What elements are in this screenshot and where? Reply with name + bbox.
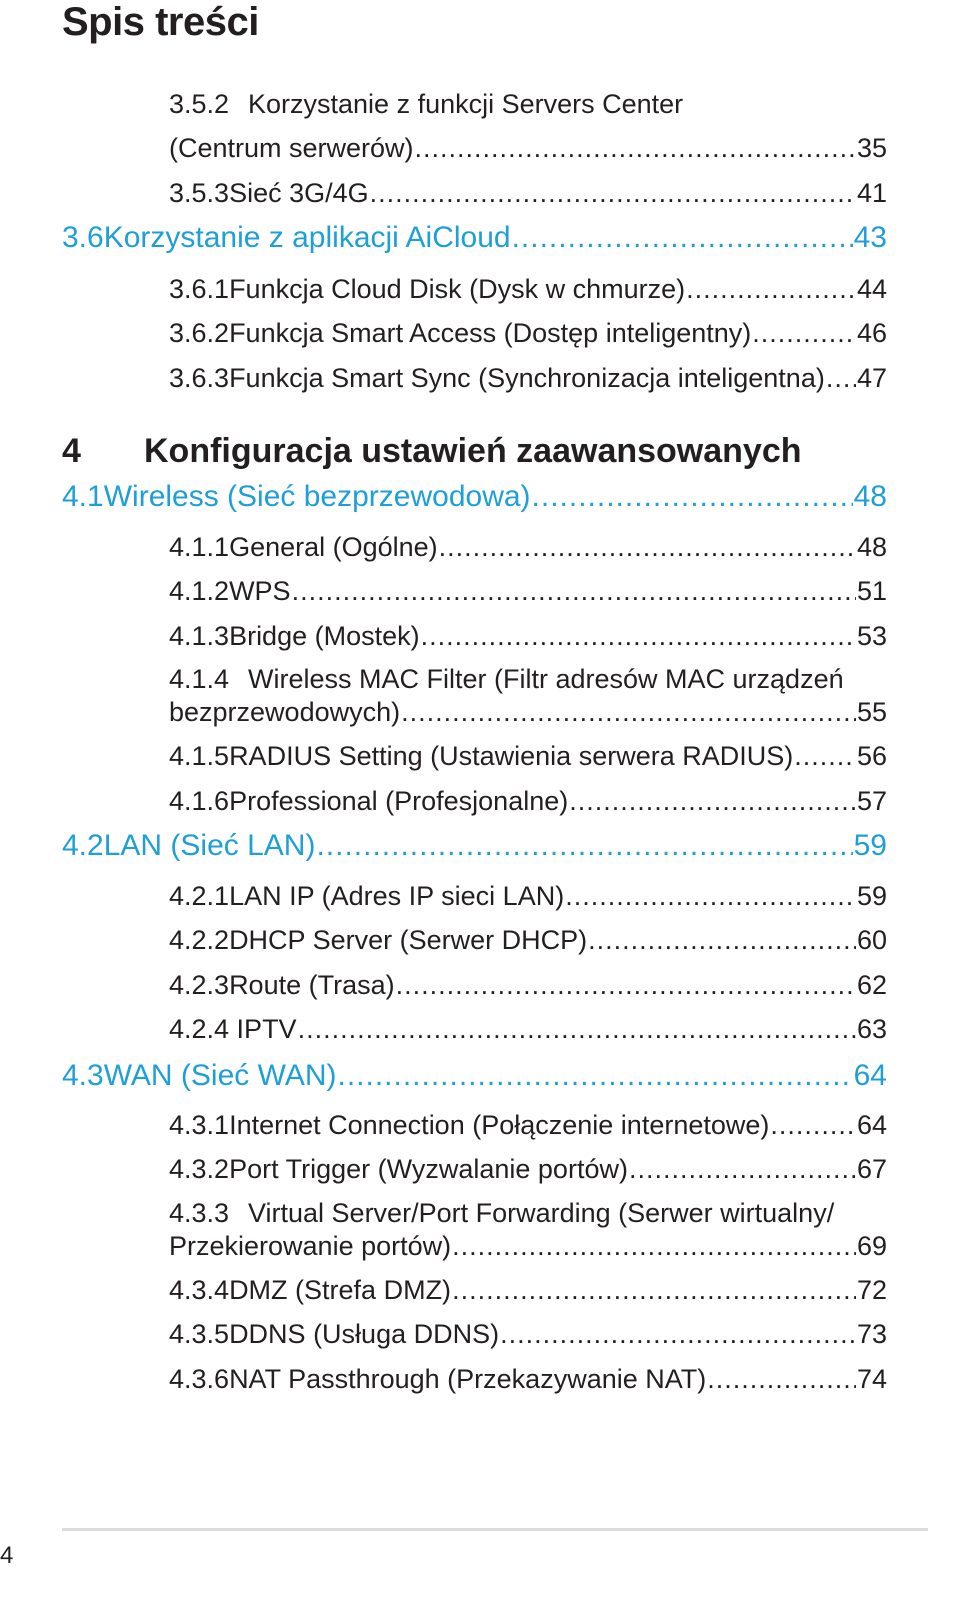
entry-title: DHCP Server (Serwer DHCP) (229, 925, 588, 955)
entry-page: 44 (856, 274, 887, 304)
toc-entry-3-6-2[interactable] (169, 317, 887, 349)
toc-entry-3-6-1[interactable] (169, 273, 887, 305)
toc-chapter-4[interactable] (62, 431, 802, 471)
entry-title: NAT Passthrough (Przekazywanie NAT) (229, 1364, 707, 1394)
entry-number: 4.1.6 (169, 786, 230, 816)
entry-page: 69 (856, 1231, 887, 1261)
entry-number: 4.2.1 (169, 881, 230, 911)
entry-title: 4.2.4 IPTV (169, 1014, 297, 1044)
toc-section-4-2[interactable] (62, 828, 887, 864)
toc-entry-3-5-3[interactable] (169, 177, 887, 209)
toc-entry-4-3-6[interactable] (169, 1363, 887, 1395)
entry-page: 53 (856, 621, 887, 651)
toc-entry-4-1-2[interactable] (169, 575, 887, 607)
dot-leader (686, 273, 856, 305)
page-number: 4 (0, 1542, 14, 1569)
entry-number: 3.6.3 (169, 363, 230, 393)
entry-page: 35 (856, 133, 887, 163)
entry-title: Funkcja Smart Sync (Synchronizacja inteligentna) (229, 363, 825, 393)
section-number: 3.6 (62, 221, 104, 254)
section-page: 59 (853, 829, 887, 862)
entry-number: 3.5.3 (169, 178, 230, 208)
footer-rule (62, 1528, 928, 1531)
dot-leader (421, 620, 856, 652)
entry-page: 46 (856, 318, 887, 348)
entry-number: 4.1.4 (169, 664, 230, 694)
entry-number: 4.1.1 (169, 532, 230, 562)
entry-number: 4.1.3 (169, 621, 230, 651)
entry-title: (Centrum serwerów) (169, 133, 414, 163)
dot-leader (588, 924, 856, 956)
dot-leader (532, 479, 853, 515)
dot-leader (707, 1363, 856, 1395)
dot-leader (439, 531, 856, 563)
page-title: Spis treści (62, 0, 259, 44)
entry-number: 4.3.1 (169, 1110, 230, 1140)
dot-leader (396, 969, 856, 1001)
entry-number: 3.6.2 (169, 318, 230, 348)
entry-page: 59 (856, 881, 887, 911)
toc-entry-4-2-1[interactable] (169, 880, 887, 912)
entry-number: 4.3.6 (169, 1364, 230, 1394)
entry-page: 56 (856, 741, 887, 771)
dot-leader (629, 1153, 856, 1185)
section-title: Korzystanie z aplikacji AiCloud (103, 221, 511, 254)
section-number: 4.2 (62, 829, 104, 862)
chapter-number: 4 (62, 432, 81, 470)
dot-leader (752, 317, 856, 349)
entry-title: Bridge (Mostek) (229, 621, 420, 651)
entry-page: 57 (856, 786, 887, 816)
entry-title: Sieć 3G/4G (229, 178, 369, 208)
toc-entry-4-3-3[interactable] (169, 1230, 887, 1262)
toc-entry-4-3-1[interactable] (169, 1109, 887, 1141)
dot-leader (298, 1013, 856, 1045)
entry-title: General (Ogólne) (229, 532, 438, 562)
section-number: 4.1 (62, 480, 104, 513)
entry-title: Wireless MAC Filter (Filtr adresów MAC urządzeń (248, 664, 844, 694)
entry-title: Virtual Server/Port Forwarding (Serwer wirtualny/ (248, 1198, 835, 1228)
toc-entry-4-2-2[interactable] (169, 924, 887, 956)
entry-title: Przekierowanie portów) (169, 1231, 452, 1261)
entry-page: 47 (856, 363, 887, 393)
entry-page: 63 (856, 1014, 887, 1044)
dot-leader (452, 1230, 856, 1262)
entry-title: Funkcja Smart Access (Dostęp inteligentny) (229, 318, 752, 348)
entry-title: Professional (Profesjonalne) (229, 786, 569, 816)
dot-leader (826, 362, 856, 394)
toc-entry-4-1-4[interactable] (169, 696, 887, 728)
dot-leader (292, 575, 856, 607)
section-page: 64 (853, 1059, 887, 1092)
entry-page: 48 (856, 532, 887, 562)
toc-entry-4-1-4-line1 (169, 663, 844, 695)
dot-leader (316, 828, 852, 864)
entry-title: RADIUS Setting (Ustawienia serwera RADIUS) (229, 741, 794, 771)
toc-entry-4-3-4[interactable] (169, 1274, 887, 1306)
section-page: 43 (853, 221, 887, 254)
toc-entry-4-3-2[interactable] (169, 1153, 887, 1185)
dot-leader (565, 880, 856, 912)
entry-title: Internet Connection (Połączenie internetowe) (229, 1110, 770, 1140)
toc-entry-4-2-3[interactable] (169, 969, 887, 1001)
entry-page: 73 (856, 1319, 887, 1349)
entry-number: 3.6.1 (169, 274, 230, 304)
section-title: Wireless (Sieć bezprzewodowa) (103, 480, 531, 513)
toc-section-4-1[interactable] (62, 479, 887, 515)
entry-number: 4.3.2 (169, 1154, 230, 1184)
entry-number: 4.3.5 (169, 1319, 230, 1349)
entry-number: 4.3.3 (169, 1198, 230, 1228)
section-page: 48 (853, 480, 887, 513)
toc-section-3-6[interactable] (62, 220, 887, 256)
toc-entry-4-1-6[interactable] (169, 785, 887, 817)
entry-number: 4.2.3 (169, 970, 230, 1000)
toc-entry-4-3-3-line1 (169, 1197, 834, 1229)
chapter-title: Konfiguracja ustawień zaawansowanych (144, 432, 802, 470)
section-number: 4.3 (62, 1059, 104, 1092)
entry-number: 4.2.2 (169, 925, 230, 955)
entry-page: 72 (856, 1275, 887, 1305)
dot-leader (401, 696, 856, 728)
toc-section-4-3[interactable] (62, 1058, 887, 1094)
entry-title: Korzystanie z funkcji Servers Center (248, 89, 684, 119)
entry-number: 4.3.4 (169, 1275, 230, 1305)
entry-title: DDNS (Usługa DDNS) (229, 1319, 500, 1349)
entry-title: Port Trigger (Wyzwalanie portów) (229, 1154, 628, 1184)
entry-title: Funkcja Cloud Disk (Dysk w chmurze) (229, 274, 686, 304)
entry-number: 3.5.2 (169, 89, 230, 119)
entry-number: 4.1.5 (169, 741, 230, 771)
entry-page: 41 (856, 178, 887, 208)
entry-page: 64 (856, 1110, 887, 1140)
toc-entry-4-1-3[interactable] (169, 620, 887, 652)
entry-title: bezprzewodowych) (169, 697, 401, 727)
entry-title: DMZ (Strefa DMZ) (229, 1275, 452, 1305)
section-title: LAN (Sieć LAN) (103, 829, 316, 862)
toc-entry-4-1-5[interactable] (169, 740, 887, 772)
entry-page: 74 (856, 1364, 887, 1394)
entry-page: 55 (856, 697, 887, 727)
entry-title: WPS (229, 576, 291, 606)
toc-entry-4-1-1[interactable] (169, 531, 887, 563)
entry-page: 51 (856, 576, 887, 606)
dot-leader (770, 1109, 856, 1141)
entry-number: 4.1.2 (169, 576, 230, 606)
dot-leader (370, 177, 856, 209)
toc-entry-4-2-4[interactable] (169, 1013, 887, 1045)
dot-leader (569, 785, 856, 817)
entry-title: LAN IP (Adres IP sieci LAN) (229, 881, 565, 911)
toc-entry-3-6-3[interactable] (169, 362, 887, 394)
dot-leader (794, 740, 856, 772)
entry-title: Route (Trasa) (229, 970, 395, 1000)
entry-page: 60 (856, 925, 887, 955)
dot-leader (452, 1274, 856, 1306)
dot-leader (415, 132, 856, 164)
entry-page: 62 (856, 970, 887, 1000)
toc-entry-3-5-2[interactable] (169, 132, 887, 164)
dot-leader (500, 1318, 856, 1350)
toc-entry-4-3-5[interactable] (169, 1318, 887, 1350)
toc-entry-3-5-2-line1 (169, 88, 683, 120)
dot-leader (512, 220, 853, 256)
section-title: WAN (Sieć WAN) (103, 1059, 337, 1092)
entry-page: 67 (856, 1154, 887, 1184)
dot-leader (337, 1058, 852, 1094)
